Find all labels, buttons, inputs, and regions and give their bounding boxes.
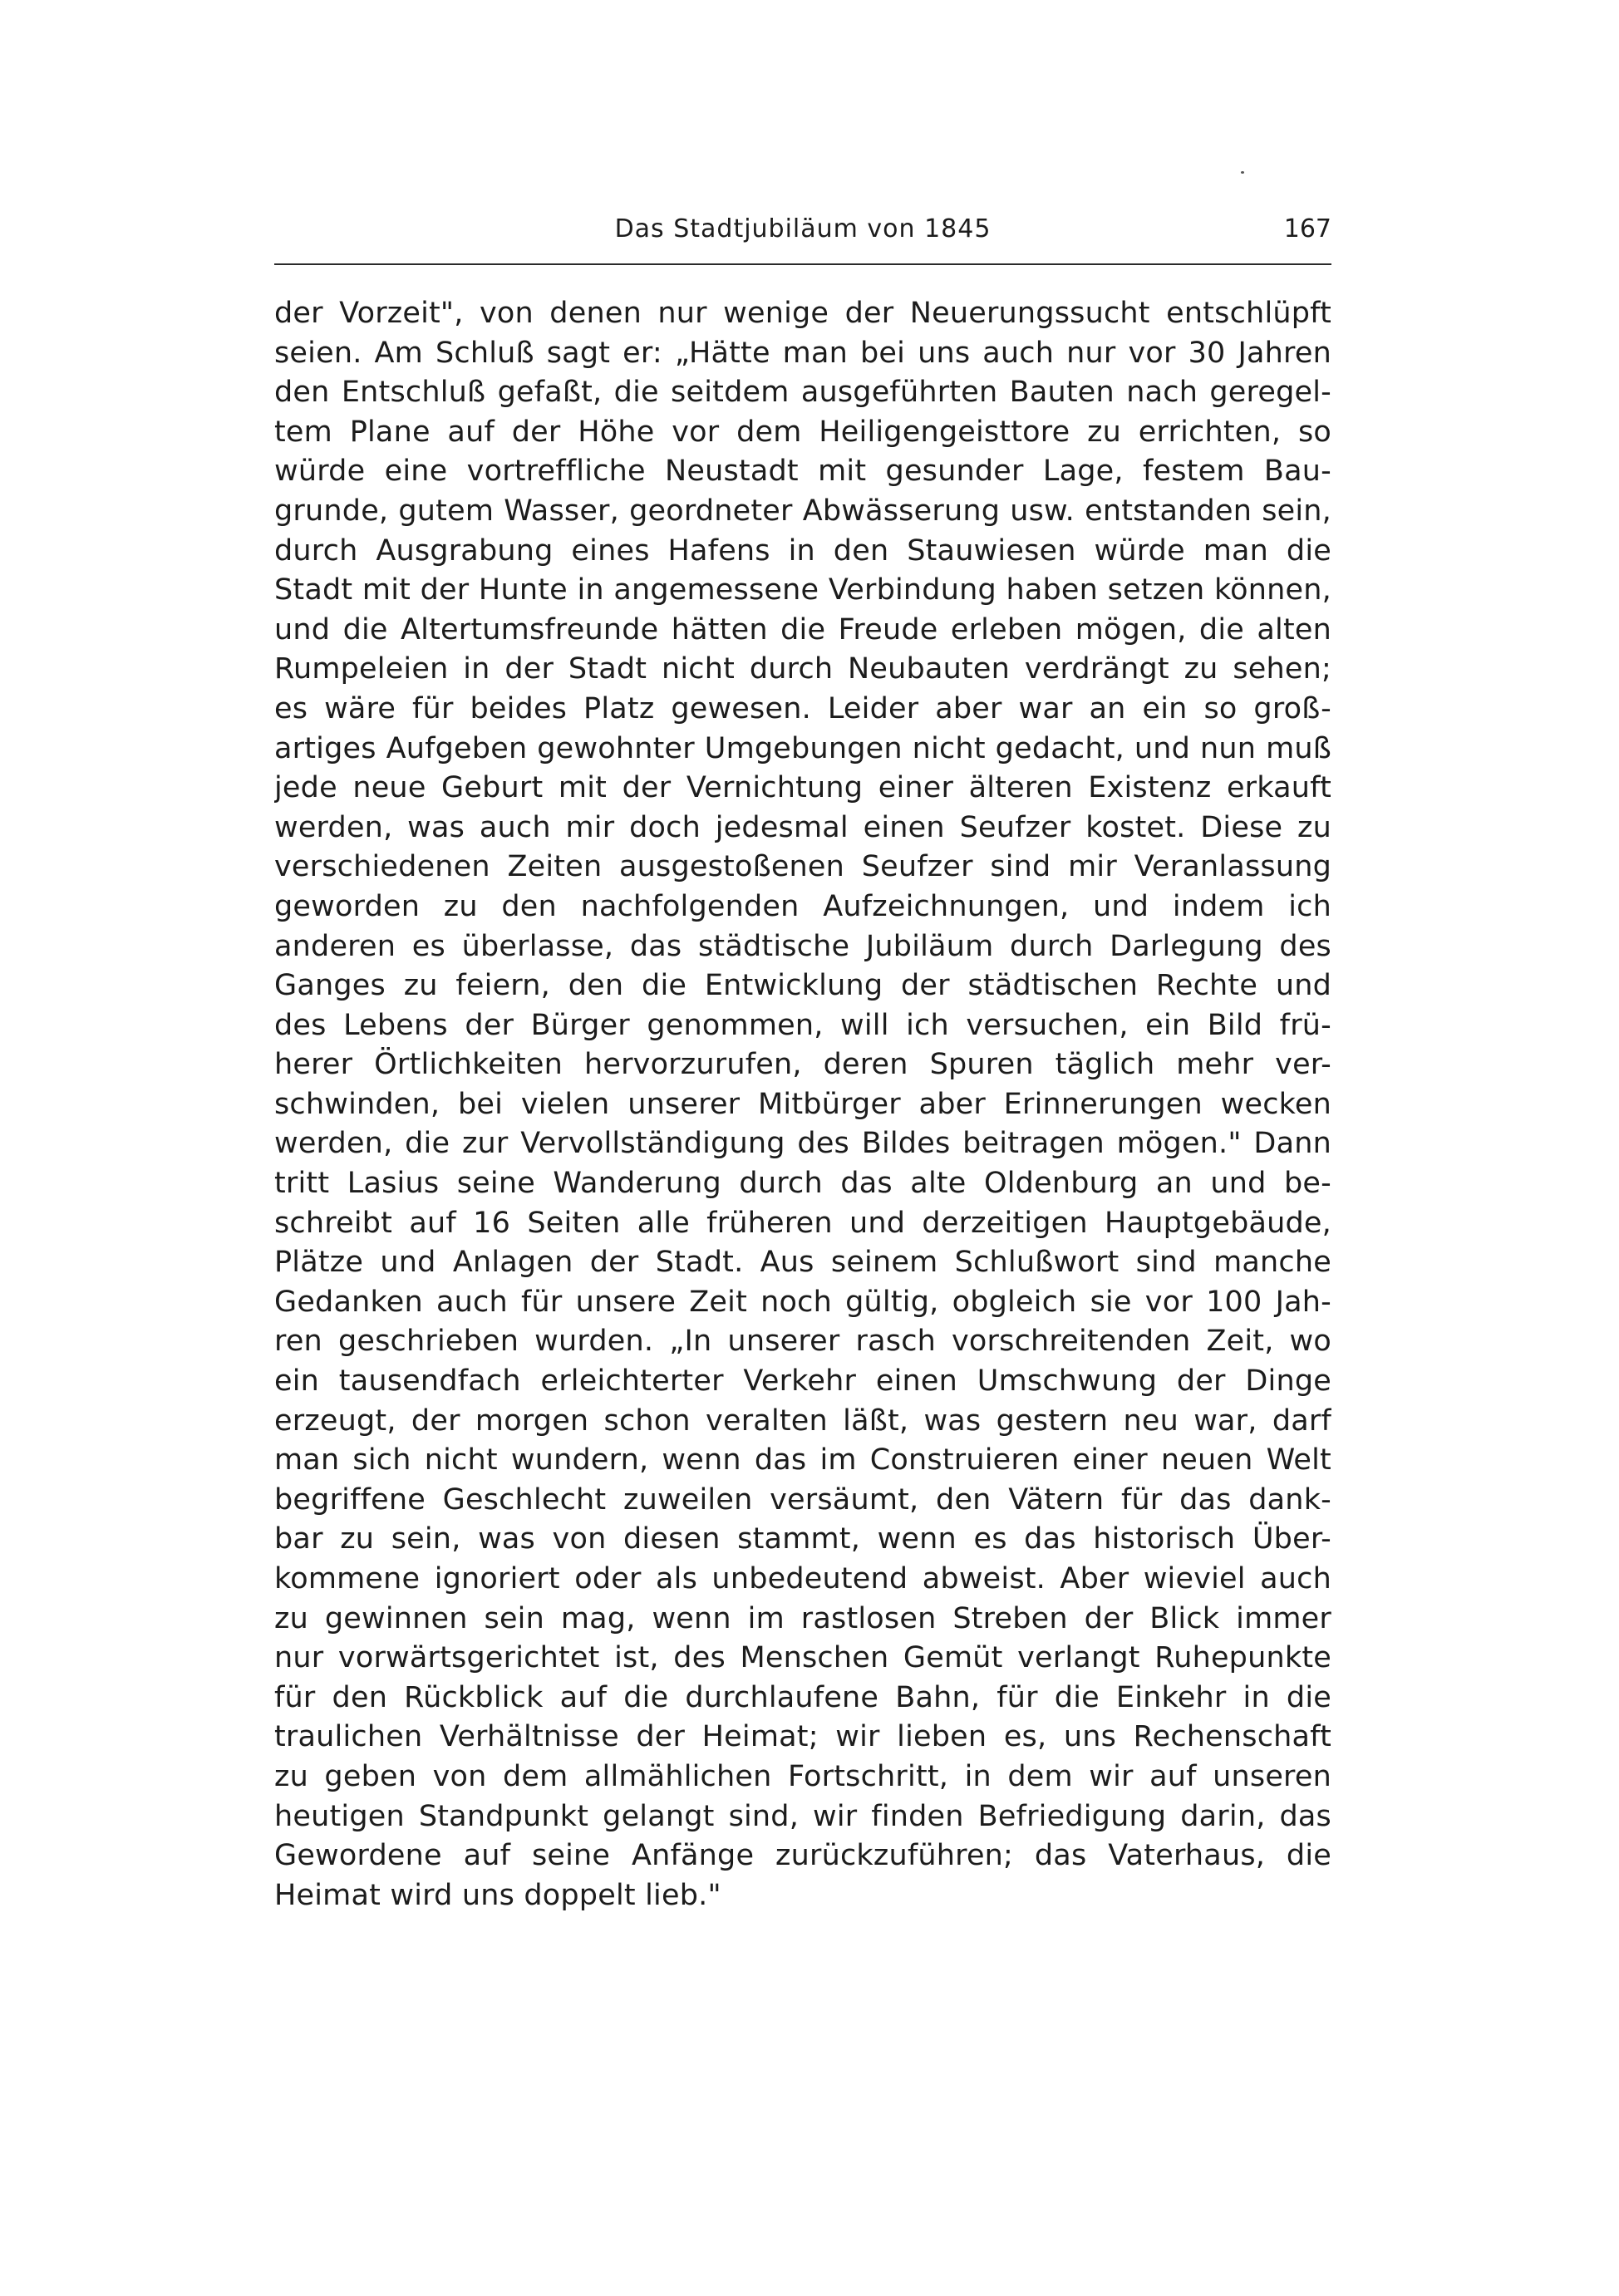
- text-line: ren geschrieben wurden. „In unserer rasch vorschreitenden Zeit, wo: [274, 1325, 1331, 1359]
- text-line: würde eine vortreffliche Neustadt mit gesunder Lage, festem Bau-: [274, 455, 1331, 489]
- text-line: man sich nicht wundern, wenn das im Construieren einer neuen Welt: [274, 1443, 1331, 1477]
- text-line: seien. Am Schluß sagt er: „Hätte man bei uns auch nur vor 30 Jahren: [274, 336, 1331, 370]
- text-line: heutigen Standpunkt gelangt sind, wir finden Befriedigung darin, das: [274, 1799, 1331, 1833]
- text-line: Stadt mit der Hunte in angemessene Verbindung haben setzen können,: [274, 573, 1331, 607]
- body-paragraph: [274, 294, 1331, 1915]
- text-line: bar zu sein, was von diesen stammt, wenn es das historisch Über-: [274, 1522, 1331, 1556]
- text-line: durch Ausgrabung eines Hafens in den Stauwiesen würde man die: [274, 533, 1331, 568]
- text-line: erzeugt, der morgen schon veralten läßt, was gestern neu war, darf: [274, 1404, 1331, 1438]
- text-line: Rumpeleien in der Stadt nicht durch Neubauten verdrängt zu sehen;: [274, 652, 1331, 686]
- text-line: nur vorwärtsgerichtet ist, des Menschen Gemüt verlangt Ruhepunkte: [274, 1641, 1331, 1675]
- header-divider: [274, 263, 1331, 265]
- text-line: des Lebens der Bürger genommen, will ich versuchen, ein Bild frü-: [274, 1008, 1331, 1042]
- text-line: Gedanken auch für unsere Zeit noch gültig, obgleich sie vor 100 Jah-: [274, 1285, 1331, 1319]
- text-line: zu geben von dem allmählichen Fortschritt, in dem wir auf unseren: [274, 1759, 1331, 1793]
- text-line: werden, die zur Vervollständigung des Bildes beitragen mögen." Dann: [274, 1127, 1331, 1161]
- text-line: tritt Lasius seine Wanderung durch das alte Oldenburg an und be-: [274, 1167, 1331, 1201]
- text-line: jede neue Geburt mit der Vernichtung einer älteren Existenz erkauft: [274, 771, 1331, 805]
- scan-speck: [1241, 171, 1244, 174]
- text-line: den Entschluß gefaßt, die seitdem ausgeführten Bauten nach geregel-: [274, 376, 1331, 410]
- text-line: zu gewinnen sein mag, wenn im rastlosen Streben der Blick immer: [274, 1601, 1331, 1635]
- text-line: geworden zu den nachfolgenden Aufzeichnungen, und indem ich: [274, 889, 1331, 923]
- text-line: tem Plane auf der Höhe vor dem Heiligengeisttore zu errichten, so: [274, 415, 1331, 449]
- page-number: 167: [1283, 214, 1331, 243]
- text-line-last: Heimat wird uns doppelt lieb.": [274, 1878, 721, 1912]
- text-line: der Vorzeit", von denen nur wenige der Neuerungssucht entschlüpft: [274, 297, 1331, 330]
- text-line: es wäre für beides Platz gewesen. Leider aber war an ein so groß-: [274, 691, 1331, 725]
- text-line: schreibt auf 16 Seiten alle früheren und derzeitigen Hauptgebäude,: [274, 1206, 1331, 1240]
- text-line: herer Örtlichkeiten hervorzurufen, deren Spuren täglich mehr ver-: [274, 1048, 1331, 1082]
- text-line: und die Altertumsfreunde hätten die Freude erleben mögen, die alten: [274, 612, 1331, 647]
- text-line: ein tausendfach erleichterter Verkehr einen Umschwung der Dinge: [274, 1364, 1331, 1399]
- text-line: kommene ignoriert oder als unbedeutend abweist. Aber wieviel auch: [274, 1562, 1331, 1595]
- running-title: Das Stadtjubiläum von 1845: [614, 214, 992, 243]
- text-line: Plätze und Anlagen der Stadt. Aus seinem Schlußwort sind manche: [274, 1246, 1331, 1280]
- text-line: Gewordene auf seine Anfänge zurückzuführen; das Vaterhaus, die: [274, 1839, 1331, 1873]
- text-line: schwinden, bei vielen unserer Mitbürger aber Erinnerungen wecken: [274, 1087, 1331, 1121]
- text-line: verschiedenen Zeiten ausgestoßenen Seufzer sind mir Veranlassung: [274, 850, 1331, 884]
- text-line: artiges Aufgeben gewohnter Umgebungen nicht gedacht, und nun muß: [274, 731, 1331, 765]
- running-header: [274, 209, 1331, 259]
- text-line: werden, was auch mir doch jedesmal einen Seufzer kostet. Diese zu: [274, 810, 1331, 844]
- text-line: begriffene Geschlecht zuweilen versäumt, den Vätern für das dank-: [274, 1482, 1331, 1517]
- text-line: traulichen Verhältnisse der Heimat; wir lieben es, uns Rechenschaft: [274, 1720, 1331, 1754]
- text-line: grunde, gutem Wasser, geordneter Abwässerung usw. entstanden sein,: [274, 494, 1331, 528]
- text-line: für den Rückblick auf die durchlaufene Bahn, für die Einkehr in die: [274, 1680, 1331, 1714]
- text-line: anderen es überlasse, das städtische Jubiläum durch Darlegung des: [274, 929, 1331, 963]
- text-line: Ganges zu feiern, den die Entwicklung der städtischen Rechte und: [274, 969, 1331, 1003]
